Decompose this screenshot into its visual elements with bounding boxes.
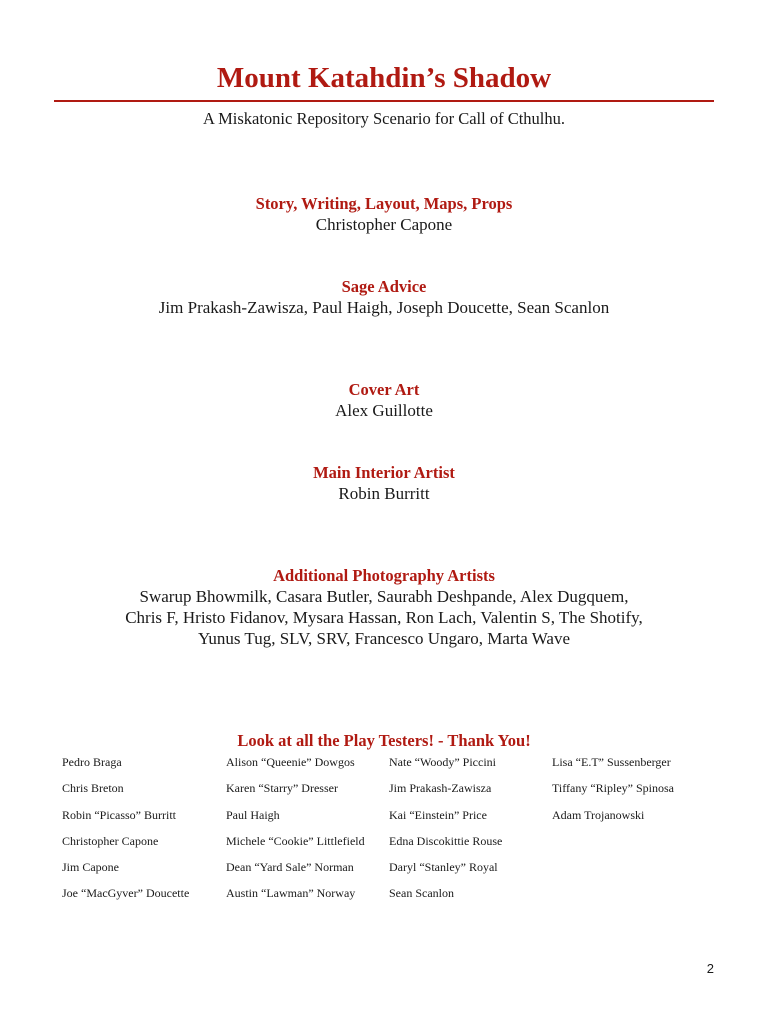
- credit-story: [0, 193, 768, 235]
- credit-heading: Cover Art: [348, 380, 420, 399]
- testers-column: [62, 755, 189, 913]
- credit-names: Chris F, Hristo Fidanov, Mysara Hassan, Ron Lach, Valentin S, The Shotify,: [125, 608, 643, 627]
- testers-column: [552, 755, 674, 834]
- testers-heading: Look at all the Play Testers! - Thank You!: [237, 731, 531, 750]
- tester-name: Austin “Lawman” Norway: [226, 886, 356, 901]
- page-number: 2: [706, 961, 714, 976]
- subtitle: A Miskatonic Repository Scenario for Call of Cthulhu.: [202, 109, 566, 128]
- tester-name: Dean “Yard Sale” Norman: [226, 860, 354, 875]
- credit-heading: Story, Writing, Layout, Maps, Props: [255, 194, 513, 213]
- tester-name: Alison “Queenie” Dowgos: [226, 755, 355, 769]
- tester-name: Daryl “Stanley” Royal: [389, 860, 498, 875]
- credit-names: Swarup Bhowmilk, Casara Butler, Saurabh Deshpande, Alex Dugquem,: [139, 587, 629, 606]
- credit-heading: Main Interior Artist: [313, 463, 455, 482]
- credit-names: Christopher Capone: [315, 215, 453, 234]
- credit-names: Alex Guillotte: [335, 401, 433, 420]
- title-rule: [54, 100, 714, 102]
- credit-interior-artist: [0, 462, 768, 504]
- credit-photography-artists: [0, 565, 768, 649]
- tester-name: Adam Trojanowski: [552, 807, 645, 822]
- tester-name: Jim Prakash-Zawisza: [389, 781, 492, 796]
- tester-name: Christopher Capone: [62, 833, 159, 848]
- tester-name: Nate “Woody” Piccini: [389, 755, 496, 769]
- page-title: Mount Katahdin’s Shadow: [216, 62, 552, 94]
- tester-name: Edna Discokittie Rouse: [389, 833, 503, 848]
- credit-heading: Additional Photography Artists: [273, 566, 495, 585]
- tester-name: Tiffany “Ripley” Spinosa: [552, 781, 674, 796]
- tester-name: Paul Haigh: [226, 807, 280, 822]
- tester-name: Jim Capone: [62, 860, 119, 875]
- credit-sage-advice: [0, 276, 768, 318]
- tester-name: Karen “Starry” Dresser: [226, 781, 338, 796]
- credit-names: Yunus Tug, SLV, SRV, Francesco Ungaro, Marta Wave: [197, 629, 571, 648]
- tester-name: Pedro Braga: [62, 755, 122, 769]
- tester-name: Sean Scanlon: [389, 886, 454, 901]
- testers-column: [389, 755, 502, 913]
- credit-names: Jim Prakash-Zawisza, Paul Haigh, Joseph Doucette, Sean Scanlon: [158, 298, 610, 317]
- tester-name: Chris Breton: [62, 781, 124, 796]
- tester-name: Lisa “E.T” Sussenberger: [552, 755, 671, 769]
- tester-name: Robin “Picasso” Burritt: [62, 807, 176, 822]
- testers-column: [226, 755, 365, 913]
- tester-name: Kai “Einstein” Price: [389, 807, 487, 822]
- credit-heading: Sage Advice: [341, 277, 427, 296]
- tester-name: Michele “Cookie” Littlefield: [226, 833, 365, 848]
- credit-cover-art: [0, 379, 768, 421]
- credit-names: Robin Burritt: [338, 484, 430, 503]
- tester-name: Joe “MacGyver” Doucette: [62, 886, 190, 901]
